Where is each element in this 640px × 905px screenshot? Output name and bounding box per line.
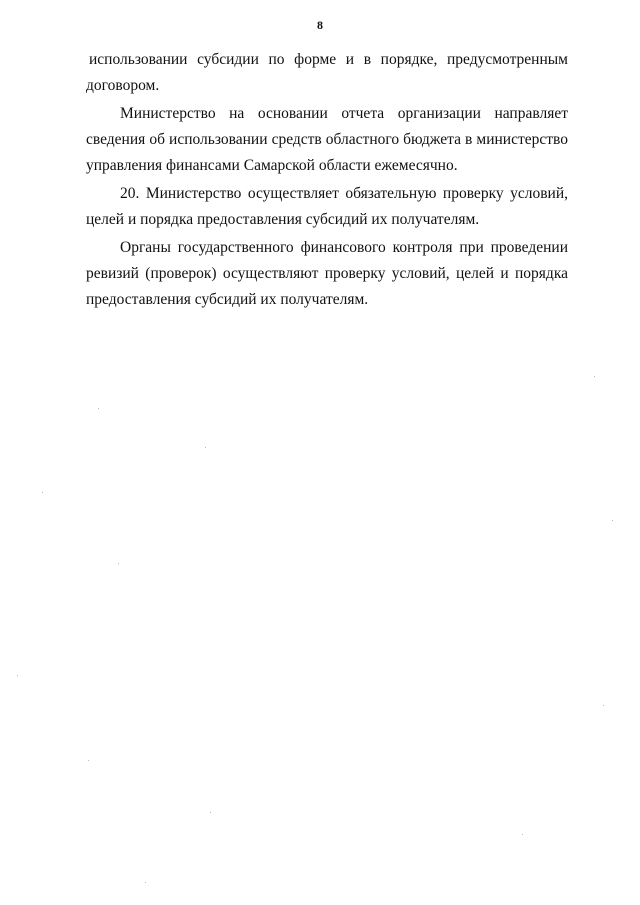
paragraph-item-20: [86, 181, 568, 233]
text-line: предоставления субсидий их получателям.: [86, 291, 369, 308]
text-line: 20. Министерство осуществляет обязательную проверку условий,: [120, 185, 568, 202]
page-number: 8: [317, 18, 323, 32]
document-body: [86, 47, 568, 313]
paragraph-subsidy-usage: [86, 47, 568, 99]
text-line: целей и порядка предоставления субсидий их получателям.: [86, 211, 480, 228]
scan-speck: [88, 760, 89, 761]
scan-speck: [612, 520, 613, 521]
scan-speck: [145, 882, 146, 883]
scan-speck: [17, 675, 18, 676]
scan-speck: [603, 705, 604, 706]
text-line: использовании субсидии по форме и в порядке, предусмотренным: [89, 51, 568, 68]
text-line: управления финансами Самарской области ежемесячно.: [86, 157, 458, 174]
scan-speck: [594, 376, 595, 377]
scan-speck: [522, 834, 523, 835]
scan-speck: [42, 492, 43, 493]
scan-speck: [118, 563, 119, 564]
scan-speck: [98, 408, 99, 409]
paragraph-financial-control: [86, 235, 568, 313]
text-line: ревизий (проверок) осуществляют проверку условий, целей и порядка: [86, 265, 568, 282]
text-line: сведения об использовании средств областного бюджета в министерство: [86, 131, 568, 148]
paragraph-ministry-report: [86, 101, 568, 179]
text-line: договором.: [86, 77, 160, 94]
text-line: Министерство на основании отчета организации направляет: [120, 105, 568, 122]
scan-speck: [210, 812, 211, 813]
text-line: Органы государственного финансового контроля при проведении: [120, 239, 568, 256]
scan-speck: [205, 447, 206, 448]
